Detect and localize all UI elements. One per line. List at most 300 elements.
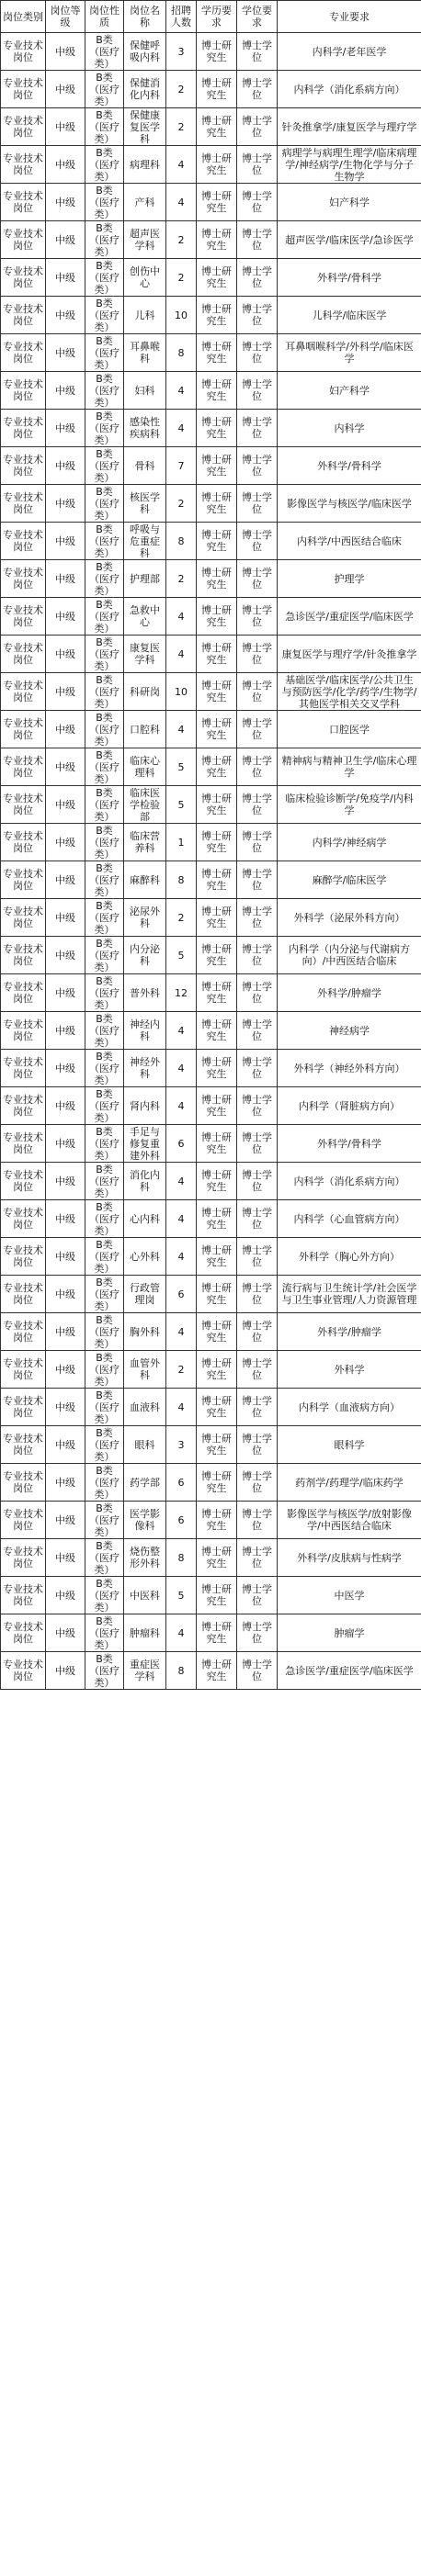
cell-post-category: 专业技术岗位 [1, 1502, 46, 1539]
cell-post-category: 专业技术岗位 [1, 899, 46, 937]
cell-post-name: 临床心理科 [124, 748, 166, 786]
cell-post-level: 中级 [46, 937, 85, 974]
cell-post-name: 口腔科 [124, 711, 166, 748]
cell-post-name: 护理部 [124, 560, 166, 598]
cell-degree: 博士学位 [237, 1125, 278, 1163]
cell-education: 博士研究生 [197, 1200, 237, 1238]
cell-post-nature: B类（医疗类） [85, 372, 124, 410]
cell-post-level: 中级 [46, 146, 85, 184]
cell-post-category: 专业技术岗位 [1, 1652, 46, 1690]
cell-major: 影像医学与核医学/放射影像学/中西医结合临床 [278, 1502, 421, 1539]
table-row [1, 748, 421, 786]
cell-education: 博士研究生 [197, 861, 237, 899]
cell-major: 外科学/骨科学 [278, 447, 421, 485]
cell-post-level: 中级 [46, 1351, 85, 1389]
cell-degree: 博士学位 [237, 334, 278, 372]
cell-education: 博士研究生 [197, 410, 237, 447]
cell-headcount: 6 [166, 1502, 197, 1539]
cell-post-category: 专业技术岗位 [1, 1464, 46, 1502]
cell-degree: 博士学位 [237, 1200, 278, 1238]
cell-post-category: 专业技术岗位 [1, 410, 46, 447]
header-headcount: 招聘人数 [166, 1, 197, 33]
table-row [1, 560, 421, 598]
cell-major: 外科学/肿瘤学 [278, 974, 421, 1012]
cell-headcount: 5 [166, 786, 197, 824]
cell-education: 博士研究生 [197, 146, 237, 184]
cell-degree: 博士学位 [237, 824, 278, 861]
table-row [1, 372, 421, 410]
cell-post-level: 中级 [46, 899, 85, 937]
cell-post-name: 临床营养科 [124, 824, 166, 861]
cell-degree: 博士学位 [237, 1012, 278, 1050]
table-row [1, 1426, 421, 1464]
cell-post-level: 中级 [46, 1502, 85, 1539]
cell-post-name: 血管外科 [124, 1351, 166, 1389]
cell-post-nature: B类（医疗类） [85, 108, 124, 146]
cell-post-level: 中级 [46, 1652, 85, 1690]
cell-headcount: 8 [166, 334, 197, 372]
cell-degree: 博士学位 [237, 221, 278, 259]
table-row [1, 1577, 421, 1614]
cell-education: 博士研究生 [197, 598, 237, 636]
table-row [1, 1464, 421, 1502]
cell-post-name: 心内科 [124, 1200, 166, 1238]
table-row [1, 297, 421, 334]
table-row [1, 447, 421, 485]
cell-education: 博士研究生 [197, 711, 237, 748]
table-row [1, 899, 421, 937]
cell-post-name: 临床医学检验部 [124, 786, 166, 824]
cell-post-category: 专业技术岗位 [1, 146, 46, 184]
cell-degree: 博士学位 [237, 560, 278, 598]
cell-degree: 博士学位 [237, 711, 278, 748]
cell-education: 博士研究生 [197, 1313, 237, 1351]
cell-post-name: 血液科 [124, 1389, 166, 1426]
cell-degree: 博士学位 [237, 636, 278, 673]
cell-major: 外科学 [278, 1351, 421, 1389]
cell-education: 博士研究生 [197, 108, 237, 146]
cell-headcount: 5 [166, 937, 197, 974]
cell-post-nature: B类（医疗类） [85, 748, 124, 786]
cell-degree: 博士学位 [237, 1087, 278, 1125]
table-row [1, 786, 421, 824]
cell-post-nature: B类（医疗类） [85, 447, 124, 485]
cell-education: 博士研究生 [197, 1389, 237, 1426]
table-row [1, 1125, 421, 1163]
header-post-nature: 岗位性质 [85, 1, 124, 33]
cell-post-category: 专业技术岗位 [1, 598, 46, 636]
cell-post-level: 中级 [46, 184, 85, 221]
cell-post-nature: B类（医疗类） [85, 146, 124, 184]
cell-post-nature: B类（医疗类） [85, 1351, 124, 1389]
cell-major: 临床检验诊断学/免疫学/内科学 [278, 786, 421, 824]
cell-degree: 博士学位 [237, 523, 278, 560]
cell-major: 内科学/老年医学 [278, 33, 421, 71]
cell-post-category: 专业技术岗位 [1, 861, 46, 899]
table-row [1, 485, 421, 523]
cell-headcount: 4 [166, 1012, 197, 1050]
cell-post-nature: B类（医疗类） [85, 1163, 124, 1200]
cell-post-nature: B类（医疗类） [85, 1200, 124, 1238]
cell-major: 影像医学与核医学/临床医学 [278, 485, 421, 523]
cell-post-nature: B类（医疗类） [85, 410, 124, 447]
cell-post-category: 专业技术岗位 [1, 1163, 46, 1200]
cell-post-category: 专业技术岗位 [1, 786, 46, 824]
cell-post-nature: B类（医疗类） [85, 1238, 124, 1276]
cell-post-name: 内分泌科 [124, 937, 166, 974]
cell-post-category: 专业技术岗位 [1, 1087, 46, 1125]
cell-post-level: 中级 [46, 1163, 85, 1200]
cell-post-level: 中级 [46, 410, 85, 447]
cell-degree: 博士学位 [237, 1276, 278, 1313]
cell-education: 博士研究生 [197, 485, 237, 523]
table-row [1, 1050, 421, 1087]
cell-post-level: 中级 [46, 560, 85, 598]
cell-education: 博士研究生 [197, 259, 237, 297]
cell-headcount: 2 [166, 560, 197, 598]
cell-post-nature: B类（医疗类） [85, 861, 124, 899]
table-row [1, 636, 421, 673]
table-row [1, 598, 421, 636]
cell-education: 博士研究生 [197, 1050, 237, 1087]
cell-headcount: 10 [166, 297, 197, 334]
cell-post-category: 专业技术岗位 [1, 1426, 46, 1464]
cell-post-name: 超声医学科 [124, 221, 166, 259]
cell-major: 内科学（消化系病方向） [278, 71, 421, 108]
cell-post-name: 骨科 [124, 447, 166, 485]
cell-post-nature: B类（医疗类） [85, 974, 124, 1012]
cell-post-level: 中级 [46, 221, 85, 259]
table-row [1, 673, 421, 711]
cell-post-category: 专业技术岗位 [1, 937, 46, 974]
cell-major: 外科学/肿瘤学 [278, 1313, 421, 1351]
cell-post-level: 中级 [46, 711, 85, 748]
cell-headcount: 4 [166, 184, 197, 221]
cell-post-name: 保健康复医学科 [124, 108, 166, 146]
cell-degree: 博士学位 [237, 71, 278, 108]
cell-degree: 博士学位 [237, 1614, 278, 1652]
cell-post-nature: B类（医疗类） [85, 560, 124, 598]
cell-post-nature: B类（医疗类） [85, 1276, 124, 1313]
cell-post-name: 创伤中心 [124, 259, 166, 297]
cell-post-level: 中级 [46, 636, 85, 673]
cell-education: 博士研究生 [197, 824, 237, 861]
table-row [1, 824, 421, 861]
cell-post-level: 中级 [46, 485, 85, 523]
cell-degree: 博士学位 [237, 1426, 278, 1464]
cell-post-name: 普外科 [124, 974, 166, 1012]
cell-education: 博士研究生 [197, 899, 237, 937]
cell-headcount: 8 [166, 1652, 197, 1690]
cell-post-level: 中级 [46, 1313, 85, 1351]
cell-post-nature: B类（医疗类） [85, 1652, 124, 1690]
cell-degree: 博士学位 [237, 937, 278, 974]
cell-post-name: 感染性疾病科 [124, 410, 166, 447]
cell-post-category: 专业技术岗位 [1, 259, 46, 297]
cell-post-name: 康复医学科 [124, 636, 166, 673]
cell-post-category: 专业技术岗位 [1, 184, 46, 221]
cell-major: 外科学（泌尿外科方向） [278, 899, 421, 937]
cell-post-level: 中级 [46, 1426, 85, 1464]
cell-major: 超声医学/临床医学/急诊医学 [278, 221, 421, 259]
cell-post-category: 专业技术岗位 [1, 221, 46, 259]
cell-degree: 博士学位 [237, 1313, 278, 1351]
cell-post-category: 专业技术岗位 [1, 372, 46, 410]
cell-headcount: 8 [166, 1539, 197, 1577]
cell-education: 博士研究生 [197, 184, 237, 221]
cell-headcount: 2 [166, 108, 197, 146]
cell-post-name: 呼吸与危重症科 [124, 523, 166, 560]
cell-degree: 博士学位 [237, 899, 278, 937]
cell-degree: 博士学位 [237, 410, 278, 447]
cell-degree: 博士学位 [237, 1050, 278, 1087]
cell-major: 护理学 [278, 560, 421, 598]
cell-degree: 博士学位 [237, 1163, 278, 1200]
cell-post-nature: B类（医疗类） [85, 636, 124, 673]
cell-post-category: 专业技术岗位 [1, 1351, 46, 1389]
cell-major: 肿瘤学 [278, 1614, 421, 1652]
cell-headcount: 4 [166, 1087, 197, 1125]
cell-headcount: 4 [166, 636, 197, 673]
cell-major: 耳鼻咽喉科学/外科学/临床医学 [278, 334, 421, 372]
cell-headcount: 3 [166, 33, 197, 71]
cell-post-category: 专业技术岗位 [1, 636, 46, 673]
cell-post-level: 中级 [46, 71, 85, 108]
cell-post-category: 专业技术岗位 [1, 1125, 46, 1163]
header-row [1, 1, 421, 33]
cell-degree: 博士学位 [237, 748, 278, 786]
cell-headcount: 1 [166, 824, 197, 861]
cell-education: 博士研究生 [197, 297, 237, 334]
table-row [1, 1276, 421, 1313]
cell-headcount: 4 [166, 1313, 197, 1351]
cell-headcount: 4 [166, 711, 197, 748]
header-post-category: 岗位类别 [1, 1, 46, 33]
cell-post-name: 消化内科 [124, 1163, 166, 1200]
cell-post-level: 中级 [46, 372, 85, 410]
cell-post-name: 妇科 [124, 372, 166, 410]
cell-post-name: 泌尿外科 [124, 899, 166, 937]
cell-major: 药剂学/药理学/临床药学 [278, 1464, 421, 1502]
cell-education: 博士研究生 [197, 1614, 237, 1652]
table-row [1, 1539, 421, 1577]
cell-post-name: 肿瘤科 [124, 1614, 166, 1652]
cell-post-category: 专业技术岗位 [1, 71, 46, 108]
cell-degree: 博士学位 [237, 598, 278, 636]
cell-post-name: 病理科 [124, 146, 166, 184]
cell-post-name: 耳鼻喉科 [124, 334, 166, 372]
cell-post-level: 中级 [46, 673, 85, 711]
cell-major: 妇产科学 [278, 372, 421, 410]
cell-post-level: 中级 [46, 1050, 85, 1087]
cell-post-nature: B类（医疗类） [85, 673, 124, 711]
cell-degree: 博士学位 [237, 108, 278, 146]
cell-education: 博士研究生 [197, 1163, 237, 1200]
cell-headcount: 10 [166, 673, 197, 711]
cell-degree: 博士学位 [237, 259, 278, 297]
cell-post-level: 中级 [46, 1539, 85, 1577]
cell-post-name: 重症医学科 [124, 1652, 166, 1690]
cell-post-name: 保健呼吸内科 [124, 33, 166, 71]
cell-headcount: 2 [166, 71, 197, 108]
cell-post-name: 胸外科 [124, 1313, 166, 1351]
cell-post-category: 专业技术岗位 [1, 711, 46, 748]
cell-post-category: 专业技术岗位 [1, 974, 46, 1012]
cell-education: 博士研究生 [197, 1652, 237, 1690]
cell-post-nature: B类（医疗类） [85, 937, 124, 974]
cell-post-level: 中级 [46, 33, 85, 71]
cell-post-category: 专业技术岗位 [1, 673, 46, 711]
cell-post-nature: B类（医疗类） [85, 71, 124, 108]
cell-education: 博士研究生 [197, 673, 237, 711]
cell-post-name: 行政管理岗 [124, 1276, 166, 1313]
cell-post-category: 专业技术岗位 [1, 1050, 46, 1087]
cell-post-level: 中级 [46, 1125, 85, 1163]
table-body [1, 33, 421, 1690]
cell-headcount: 4 [166, 372, 197, 410]
cell-post-name: 神经内科 [124, 1012, 166, 1050]
cell-education: 博士研究生 [197, 1276, 237, 1313]
cell-degree: 博士学位 [237, 1389, 278, 1426]
cell-headcount: 4 [166, 598, 197, 636]
cell-headcount: 3 [166, 1426, 197, 1464]
cell-major: 外科学/骨科学 [278, 1125, 421, 1163]
table-row [1, 1614, 421, 1652]
table-row [1, 184, 421, 221]
cell-headcount: 7 [166, 447, 197, 485]
cell-post-name: 手足与修复重建外科 [124, 1125, 166, 1163]
cell-post-category: 专业技术岗位 [1, 1276, 46, 1313]
table-row [1, 1012, 421, 1050]
cell-degree: 博士学位 [237, 673, 278, 711]
cell-degree: 博士学位 [237, 1502, 278, 1539]
cell-post-level: 中级 [46, 824, 85, 861]
cell-degree: 博士学位 [237, 372, 278, 410]
cell-post-nature: B类（医疗类） [85, 1614, 124, 1652]
table-row [1, 108, 421, 146]
cell-major: 中医学 [278, 1577, 421, 1614]
cell-post-category: 专业技术岗位 [1, 1389, 46, 1426]
cell-major: 口腔医学 [278, 711, 421, 748]
cell-post-level: 中级 [46, 974, 85, 1012]
cell-post-level: 中级 [46, 1276, 85, 1313]
cell-post-category: 专业技术岗位 [1, 1012, 46, 1050]
cell-post-level: 中级 [46, 1012, 85, 1050]
cell-headcount: 4 [166, 1238, 197, 1276]
cell-education: 博士研究生 [197, 937, 237, 974]
cell-headcount: 2 [166, 899, 197, 937]
cell-post-level: 中级 [46, 297, 85, 334]
table-row [1, 1502, 421, 1539]
cell-post-nature: B类（医疗类） [85, 297, 124, 334]
cell-degree: 博士学位 [237, 1652, 278, 1690]
cell-post-name: 烧伤整形外科 [124, 1539, 166, 1577]
cell-post-nature: B类（医疗类） [85, 1464, 124, 1502]
header-degree: 学位要求 [237, 1, 278, 33]
cell-post-nature: B类（医疗类） [85, 1087, 124, 1125]
cell-degree: 博士学位 [237, 447, 278, 485]
cell-post-nature: B类（医疗类） [85, 824, 124, 861]
cell-post-name: 科研岗 [124, 673, 166, 711]
table-row [1, 33, 421, 71]
table-row [1, 1087, 421, 1125]
cell-education: 博士研究生 [197, 33, 237, 71]
cell-post-name: 核医学科 [124, 485, 166, 523]
cell-major: 外科学（胸心外方向） [278, 1238, 421, 1276]
cell-post-nature: B类（医疗类） [85, 1012, 124, 1050]
cell-major: 外科学/骨科学 [278, 259, 421, 297]
table-row [1, 1200, 421, 1238]
cell-post-nature: B类（医疗类） [85, 1313, 124, 1351]
cell-post-category: 专业技术岗位 [1, 824, 46, 861]
cell-post-nature: B类（医疗类） [85, 523, 124, 560]
cell-post-nature: B类（医疗类） [85, 485, 124, 523]
cell-major: 内科学（内分泌与代谢病方向）/中西医结合临床 [278, 937, 421, 974]
cell-post-category: 专业技术岗位 [1, 560, 46, 598]
cell-post-category: 专业技术岗位 [1, 1200, 46, 1238]
cell-education: 博士研究生 [197, 221, 237, 259]
cell-education: 博士研究生 [197, 1125, 237, 1163]
cell-post-nature: B类（医疗类） [85, 1125, 124, 1163]
cell-post-level: 中级 [46, 748, 85, 786]
cell-post-category: 专业技术岗位 [1, 1577, 46, 1614]
cell-post-level: 中级 [46, 861, 85, 899]
cell-post-nature: B类（医疗类） [85, 184, 124, 221]
cell-headcount: 4 [166, 410, 197, 447]
cell-headcount: 12 [166, 974, 197, 1012]
cell-major: 内科学（心血管病方向） [278, 1200, 421, 1238]
cell-post-level: 中级 [46, 1238, 85, 1276]
cell-post-name: 心外科 [124, 1238, 166, 1276]
cell-degree: 博士学位 [237, 1238, 278, 1276]
cell-post-nature: B类（医疗类） [85, 1502, 124, 1539]
cell-post-level: 中级 [46, 447, 85, 485]
cell-degree: 博士学位 [237, 861, 278, 899]
cell-headcount: 4 [166, 146, 197, 184]
table-row [1, 1238, 421, 1276]
cell-post-level: 中级 [46, 1614, 85, 1652]
cell-major: 儿科学/临床医学 [278, 297, 421, 334]
cell-post-category: 专业技术岗位 [1, 334, 46, 372]
cell-major: 内科学（肾脏病方向） [278, 1087, 421, 1125]
cell-headcount: 2 [166, 485, 197, 523]
cell-post-name: 产科 [124, 184, 166, 221]
cell-degree: 博士学位 [237, 786, 278, 824]
cell-degree: 博士学位 [237, 297, 278, 334]
cell-post-nature: B类（医疗类） [85, 33, 124, 71]
cell-post-category: 专业技术岗位 [1, 748, 46, 786]
cell-major: 神经病学 [278, 1012, 421, 1050]
cell-headcount: 8 [166, 861, 197, 899]
cell-post-category: 专业技术岗位 [1, 1238, 46, 1276]
cell-education: 博士研究生 [197, 560, 237, 598]
cell-major: 外科学（神经外科方向） [278, 1050, 421, 1087]
cell-post-nature: B类（医疗类） [85, 1426, 124, 1464]
table-row [1, 1313, 421, 1351]
cell-education: 博士研究生 [197, 1502, 237, 1539]
cell-post-level: 中级 [46, 598, 85, 636]
cell-headcount: 6 [166, 1276, 197, 1313]
cell-post-name: 麻醉科 [124, 861, 166, 899]
cell-education: 博士研究生 [197, 1238, 237, 1276]
cell-post-nature: B类（医疗类） [85, 259, 124, 297]
table-row [1, 410, 421, 447]
header-post-name: 岗位名称 [124, 1, 166, 33]
cell-education: 博士研究生 [197, 523, 237, 560]
cell-major: 麻醉学/临床医学 [278, 861, 421, 899]
cell-major: 针灸推拿学/康复医学与理疗学 [278, 108, 421, 146]
cell-education: 博士研究生 [197, 974, 237, 1012]
